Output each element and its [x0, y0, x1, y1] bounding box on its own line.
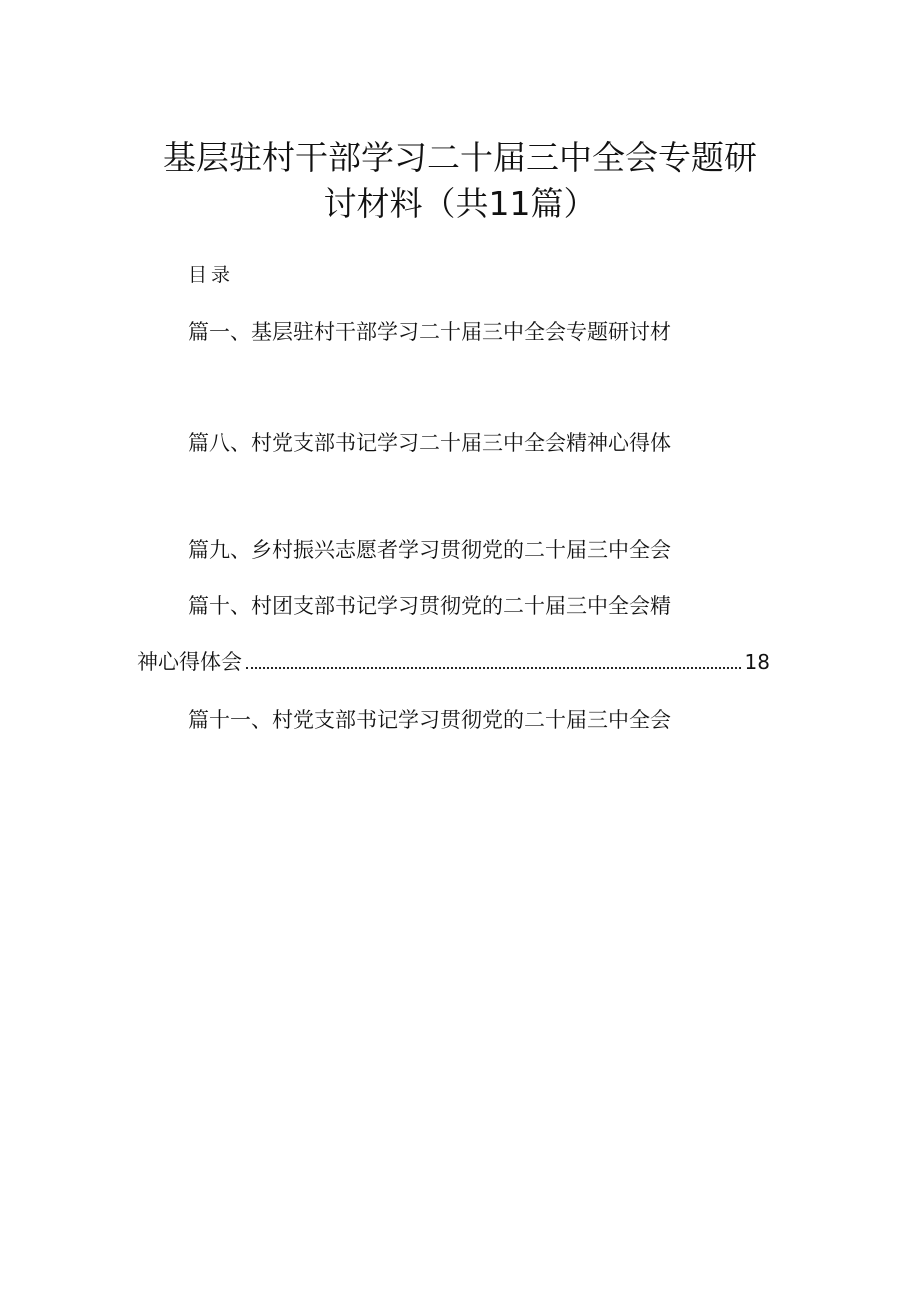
toc-continuation-text: 神心得体会	[137, 650, 242, 674]
toc-entry-11: 篇十一、村党支部书记学习贯彻党的二十届三中全会	[188, 708, 671, 732]
toc-page-number: 18	[744, 650, 770, 674]
toc-entry-10: 篇十、村团支部书记学习贯彻党的二十届三中全会精	[188, 594, 671, 618]
document-title-line1: 基层驻村干部学习二十届三中全会专题研	[163, 138, 757, 177]
toc-heading: 目录	[188, 264, 235, 286]
toc-entry-1: 篇一、基层驻村干部学习二十届三中全会专题研讨材	[188, 320, 671, 344]
document-title-line2: 讨材料（共11篇）	[323, 184, 597, 223]
toc-entry-10-continuation	[137, 647, 770, 677]
toc-leader-dots	[246, 666, 741, 669]
toc-entry-8: 篇八、村党支部书记学习二十届三中全会精神心得体	[188, 431, 671, 455]
toc-entry-9: 篇九、乡村振兴志愿者学习贯彻党的二十届三中全会	[188, 538, 671, 562]
